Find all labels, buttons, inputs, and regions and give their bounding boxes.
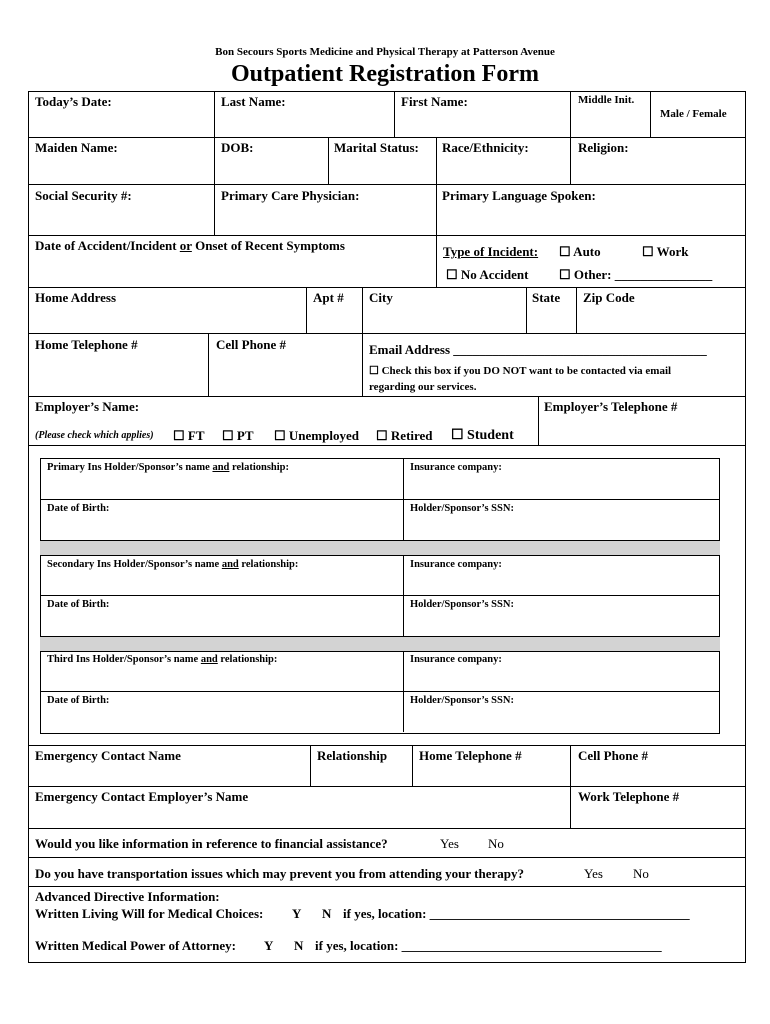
email-optout-checkbox[interactable]: ☐ Check this box if you DO NOT want to be contacted via email xyxy=(369,365,672,377)
zip-label: Zip Code xyxy=(583,290,635,305)
emergency-home-telephone-label: Home Telephone # xyxy=(419,748,522,763)
primary-language-label: Primary Language Spoken: xyxy=(442,188,596,203)
home-telephone-label: Home Telephone # xyxy=(35,337,138,352)
email-optout-note: regarding our services. xyxy=(369,381,477,393)
ssn-label: Social Security #: xyxy=(35,188,132,203)
living-will-label: Written Living Will for Medical Choices: xyxy=(35,906,264,921)
employer-telephone-label: Employer’s Telephone # xyxy=(544,399,678,414)
todays-date-field[interactable] xyxy=(29,110,213,136)
dob-label: DOB: xyxy=(221,140,254,155)
todays-date-label: Today’s Date: xyxy=(35,94,112,109)
page-title: Outpatient Registration Form xyxy=(231,61,539,87)
first-name-label: First Name: xyxy=(401,94,468,109)
middle-init-label: Middle Init. xyxy=(578,94,635,106)
emergency-contact-name-label: Emergency Contact Name xyxy=(35,748,181,763)
incident-other-checkbox[interactable]: ☐ Other: _______________ xyxy=(559,267,713,282)
insurance-separator xyxy=(40,540,720,556)
work-telephone-label: Work Telephone # xyxy=(578,789,680,804)
financial-no-option[interactable]: No xyxy=(488,836,504,851)
race-ethnicity-label: Race/Ethnicity: xyxy=(442,140,529,155)
first-name-field[interactable] xyxy=(395,110,569,136)
poa-y-option[interactable]: Y xyxy=(264,938,274,953)
transportation-no-option[interactable]: No xyxy=(633,866,649,881)
incident-type-label: Type of Incident: xyxy=(443,244,539,259)
incident-auto-checkbox[interactable]: ☐ Auto xyxy=(559,244,601,259)
pcp-label: Primary Care Physician: xyxy=(221,188,360,203)
religion-label: Religion: xyxy=(578,140,629,155)
emergency-relationship-label: Relationship xyxy=(317,748,388,763)
last-name-label: Last Name: xyxy=(221,94,286,109)
maiden-name-label: Maiden Name: xyxy=(35,140,118,155)
living-will-y-option[interactable]: Y xyxy=(292,906,302,921)
secondary-insurance-company-label: Insurance company: xyxy=(410,559,502,570)
primary-holder-label: Primary Ins Holder/Sponsor’s name and relationship: xyxy=(47,462,290,473)
incident-work-checkbox[interactable]: ☐ Work xyxy=(642,244,689,259)
last-name-field[interactable] xyxy=(215,110,393,136)
secondary-holder-ssn-label: Holder/Sponsor’s SSN: xyxy=(410,599,514,610)
city-label: City xyxy=(369,290,393,305)
primary-insurance-company-label: Insurance company: xyxy=(410,462,502,473)
primary-dob-label: Date of Birth: xyxy=(47,503,110,514)
poa-location-field[interactable]: if yes, location: ________________________________________ xyxy=(315,938,662,953)
middle-init-field[interactable] xyxy=(571,108,649,136)
emergency-cell-phone-label: Cell Phone # xyxy=(578,748,649,763)
incident-no-accident-checkbox[interactable]: ☐ No Accident xyxy=(446,267,529,282)
secondary-dob-label: Date of Birth: xyxy=(47,599,110,610)
third-holder-label: Third Ins Holder/Sponsor’s name and relationship: xyxy=(47,654,278,665)
living-will-n-option[interactable]: N xyxy=(322,906,332,921)
state-label: State xyxy=(532,290,561,305)
unemployed-checkbox[interactable]: ☐ Unemployed xyxy=(274,428,359,443)
ft-checkbox[interactable]: ☐ FT xyxy=(173,428,205,443)
living-will-location-field[interactable]: if yes, location: ________________________________________ xyxy=(343,906,690,921)
marital-status-label: Marital Status: xyxy=(334,140,419,155)
organization-name: Bon Secours Sports Medicine and Physical Therapy at Patterson Avenue xyxy=(215,46,555,58)
insurance-separator xyxy=(40,636,720,652)
male-female-option[interactable]: Male / Female xyxy=(660,108,727,120)
transportation-question: Do you have transportation issues which may prevent you from attending your therapy? xyxy=(35,866,524,881)
third-insurance-company-label: Insurance company: xyxy=(410,654,502,665)
emergency-employer-label: Emergency Contact Employer’s Name xyxy=(35,789,249,804)
financial-assistance-question: Would you like information in reference to financial assistance? xyxy=(35,836,388,851)
accident-date-label: Date of Accident/Incident or Onset of Recent Symptoms xyxy=(35,238,345,253)
power-of-attorney-label: Written Medical Power of Attorney: xyxy=(35,938,236,953)
home-address-label: Home Address xyxy=(35,290,117,305)
secondary-holder-label: Secondary Ins Holder/Sponsor’s name and relationship: xyxy=(47,559,299,570)
transportation-yes-option[interactable]: Yes xyxy=(584,866,603,881)
financial-yes-option[interactable]: Yes xyxy=(440,836,459,851)
check-applies-note: (Please check which applies) xyxy=(35,430,154,441)
pt-checkbox[interactable]: ☐ PT xyxy=(222,428,254,443)
third-dob-label: Date of Birth: xyxy=(47,695,110,706)
employer-name-label: Employer’s Name: xyxy=(35,399,140,414)
advanced-directive-heading: Advanced Directive Information: xyxy=(35,889,220,904)
apt-label: Apt # xyxy=(313,290,344,305)
retired-checkbox[interactable]: ☐ Retired xyxy=(376,428,433,443)
cell-phone-label: Cell Phone # xyxy=(216,337,287,352)
email-address-label: Email Address _______________________________________ xyxy=(369,342,707,357)
third-holder-ssn-label: Holder/Sponsor’s SSN: xyxy=(410,695,514,706)
student-checkbox[interactable]: ☐ Student xyxy=(451,428,514,443)
primary-holder-ssn-label: Holder/Sponsor’s SSN: xyxy=(410,503,514,514)
poa-n-option[interactable]: N xyxy=(294,938,304,953)
